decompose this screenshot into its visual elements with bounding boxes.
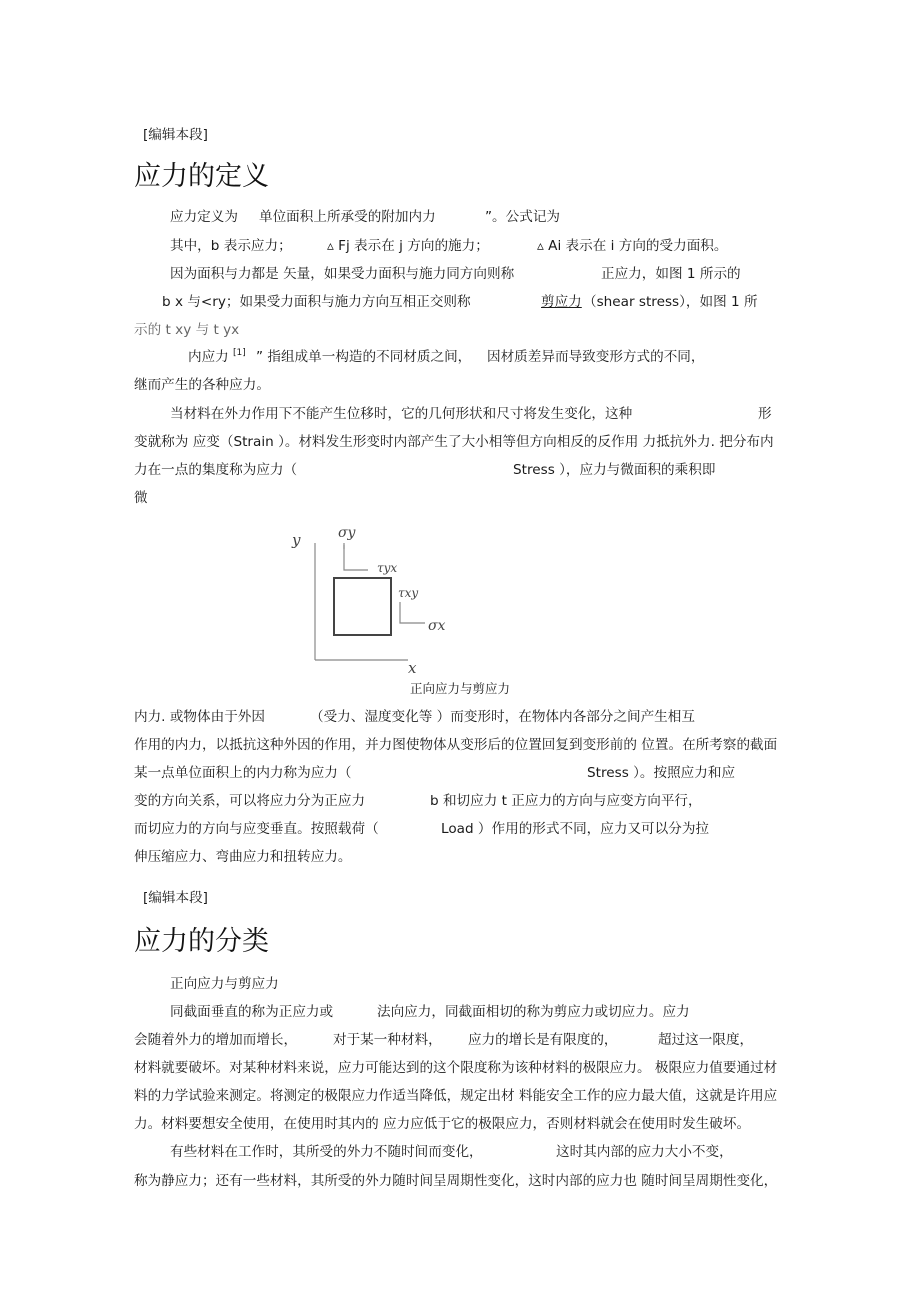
paragraph-text: （受力、湿度变化等 ）而变形时，在物体内各部分之间产生相互: [310, 709, 695, 725]
tau-yx-arrow: [344, 545, 368, 570]
section-heading: 应力的定义: [134, 161, 269, 192]
sigma-x-label: σx: [428, 618, 446, 634]
paragraph-text: 应力的增长是有限度的，: [468, 1032, 618, 1048]
paragraph-text: 力。材料要想安全使用，在使用时其内的 应力应低于它的极限应力，否则材料就会在使用时发生破坏。: [134, 1116, 751, 1132]
paragraph-text: 继而产生的各种应力。: [134, 377, 270, 393]
paragraph-text: 某一点单位面积上的内力称为应力（: [134, 765, 352, 781]
paragraph-text: 因为面积与力都是 矢量，如果受力面积与施力同方向则称: [170, 266, 515, 282]
paragraph-text: 单位面积上所承受的附加内力: [259, 209, 436, 225]
paragraph-text: 作用的内力，以抵抗这种外因的作用，并力图使物体从变形后的位置回复到变形前的 位置。在所考察的截面: [134, 737, 778, 753]
paragraph-text: 因材质差异而导致变形方式的不同，: [487, 349, 705, 365]
paragraph-text[interactable]: 剪应力: [541, 294, 582, 310]
citation-superscript[interactable]: [1]: [233, 348, 246, 358]
paragraph-text: ▵ Ai 表示在 i 方向的受力面积。: [537, 238, 728, 254]
sigma-y-label: σy: [338, 525, 356, 541]
paragraph-text: Stress ）。按照应力和应: [587, 765, 736, 781]
paragraph-text: 应力定义为: [170, 209, 238, 225]
paragraph-text: Load ）作用的形式不同，应力又可以分为拉: [441, 821, 710, 837]
paragraph-text: 示的 t xy 与 t yx: [134, 322, 240, 338]
paragraph-text: 超过这一限度，: [658, 1032, 754, 1048]
paragraph-text: b 和切应力 t 正应力的方向与应变方向平行，: [430, 793, 702, 809]
paragraph-text: 称为静应力；还有一些材料，其所受的外力随时间呈周期性变化，这时内部的应力也 随时间呈周期性变化，: [134, 1173, 778, 1189]
paragraph-text: 这时其内部的应力大小不变，: [556, 1144, 733, 1160]
paragraph-text: 内力. 或物体由于外因: [134, 709, 265, 725]
stress-diagram: [280, 515, 520, 700]
paragraph-text: 伸压缩应力、弯曲应力和扭转应力。: [134, 849, 352, 865]
paragraph-text: 当材料在外力作用下不能产生位移时，它的几何形状和尺寸将发生变化，这种: [170, 406, 633, 422]
figure-caption: 正向应力与剪应力: [410, 681, 511, 696]
paragraph-text: ▵ Fj 表示在 j 方向的施力；: [327, 238, 489, 254]
paragraph-text: b x 与<ry；如果受力面积与施力方向互相正交则称: [162, 294, 471, 310]
edit-section-link[interactable]: [编辑本段]: [143, 890, 208, 906]
paragraph-text: Stress ），应力与微面积的乘积即: [513, 462, 716, 478]
paragraph-text: （shear stress），如图 1 所: [583, 294, 758, 310]
paragraph-text: 材料就要破坏。对某种材料来说，应力可能达到的这个限度称为该种材料的极限应力。 极限应力值要通过材: [134, 1060, 778, 1076]
paragraph-text: 料的力学试验来测定。将测定的极限应力作适当降低，规定出材 料能安全工作的应力最大值，这就是许用应: [134, 1088, 778, 1104]
y-axis-label: y: [292, 531, 301, 549]
paragraph-text: 法向应力，同截面相切的称为剪应力或切应力。应力: [377, 1004, 690, 1020]
tau-xy-label: τxy: [398, 586, 419, 600]
paragraph-text: 形: [758, 406, 772, 422]
paragraph-text: 变的方向关系，可以将应力分为正应力: [134, 793, 366, 809]
paragraph-text: 而切应力的方向与应变垂直。按照载荷（: [134, 821, 379, 837]
paragraph-text: 其中，b 表示应力；: [170, 238, 292, 254]
sigma-x-arrow: [400, 602, 425, 623]
tau-yx-label: τyx: [377, 561, 398, 575]
paragraph-text: 会随着外力的增加而增长，: [134, 1032, 298, 1048]
paragraph-text: 微: [134, 490, 148, 506]
edit-section-link[interactable]: [编辑本段]: [143, 127, 208, 143]
paragraph-text: 对于某一种材料，: [333, 1032, 442, 1048]
paragraph-text: 内应力: [188, 349, 229, 365]
paragraph-text: ” 指组成单一构造的不同材质之间，: [256, 349, 472, 365]
paragraph-text: 正应力，如图 1 所示的: [601, 266, 741, 282]
x-axis-label: x: [408, 659, 417, 675]
paragraph-text: 有些材料在工作时，其所受的外力不随时间而变化，: [170, 1144, 483, 1160]
paragraph-text: ”。公式记为: [485, 209, 561, 225]
section-heading: 应力的分类: [134, 926, 269, 957]
paragraph-text: 变就称为 应变（Strain ）。材料发生形变时内部产生了大小相等但方向相反的反作用 力抵抗外力. 把分布内: [134, 434, 774, 450]
paragraph-text: 力在一点的集度称为应力（: [134, 462, 298, 478]
stress-element-figure: [280, 515, 520, 675]
paragraph-text: 同截面垂直的称为正应力或: [170, 1004, 334, 1020]
stress-element-square: [334, 578, 391, 635]
paragraph-text: 正向应力与剪应力: [170, 976, 279, 992]
